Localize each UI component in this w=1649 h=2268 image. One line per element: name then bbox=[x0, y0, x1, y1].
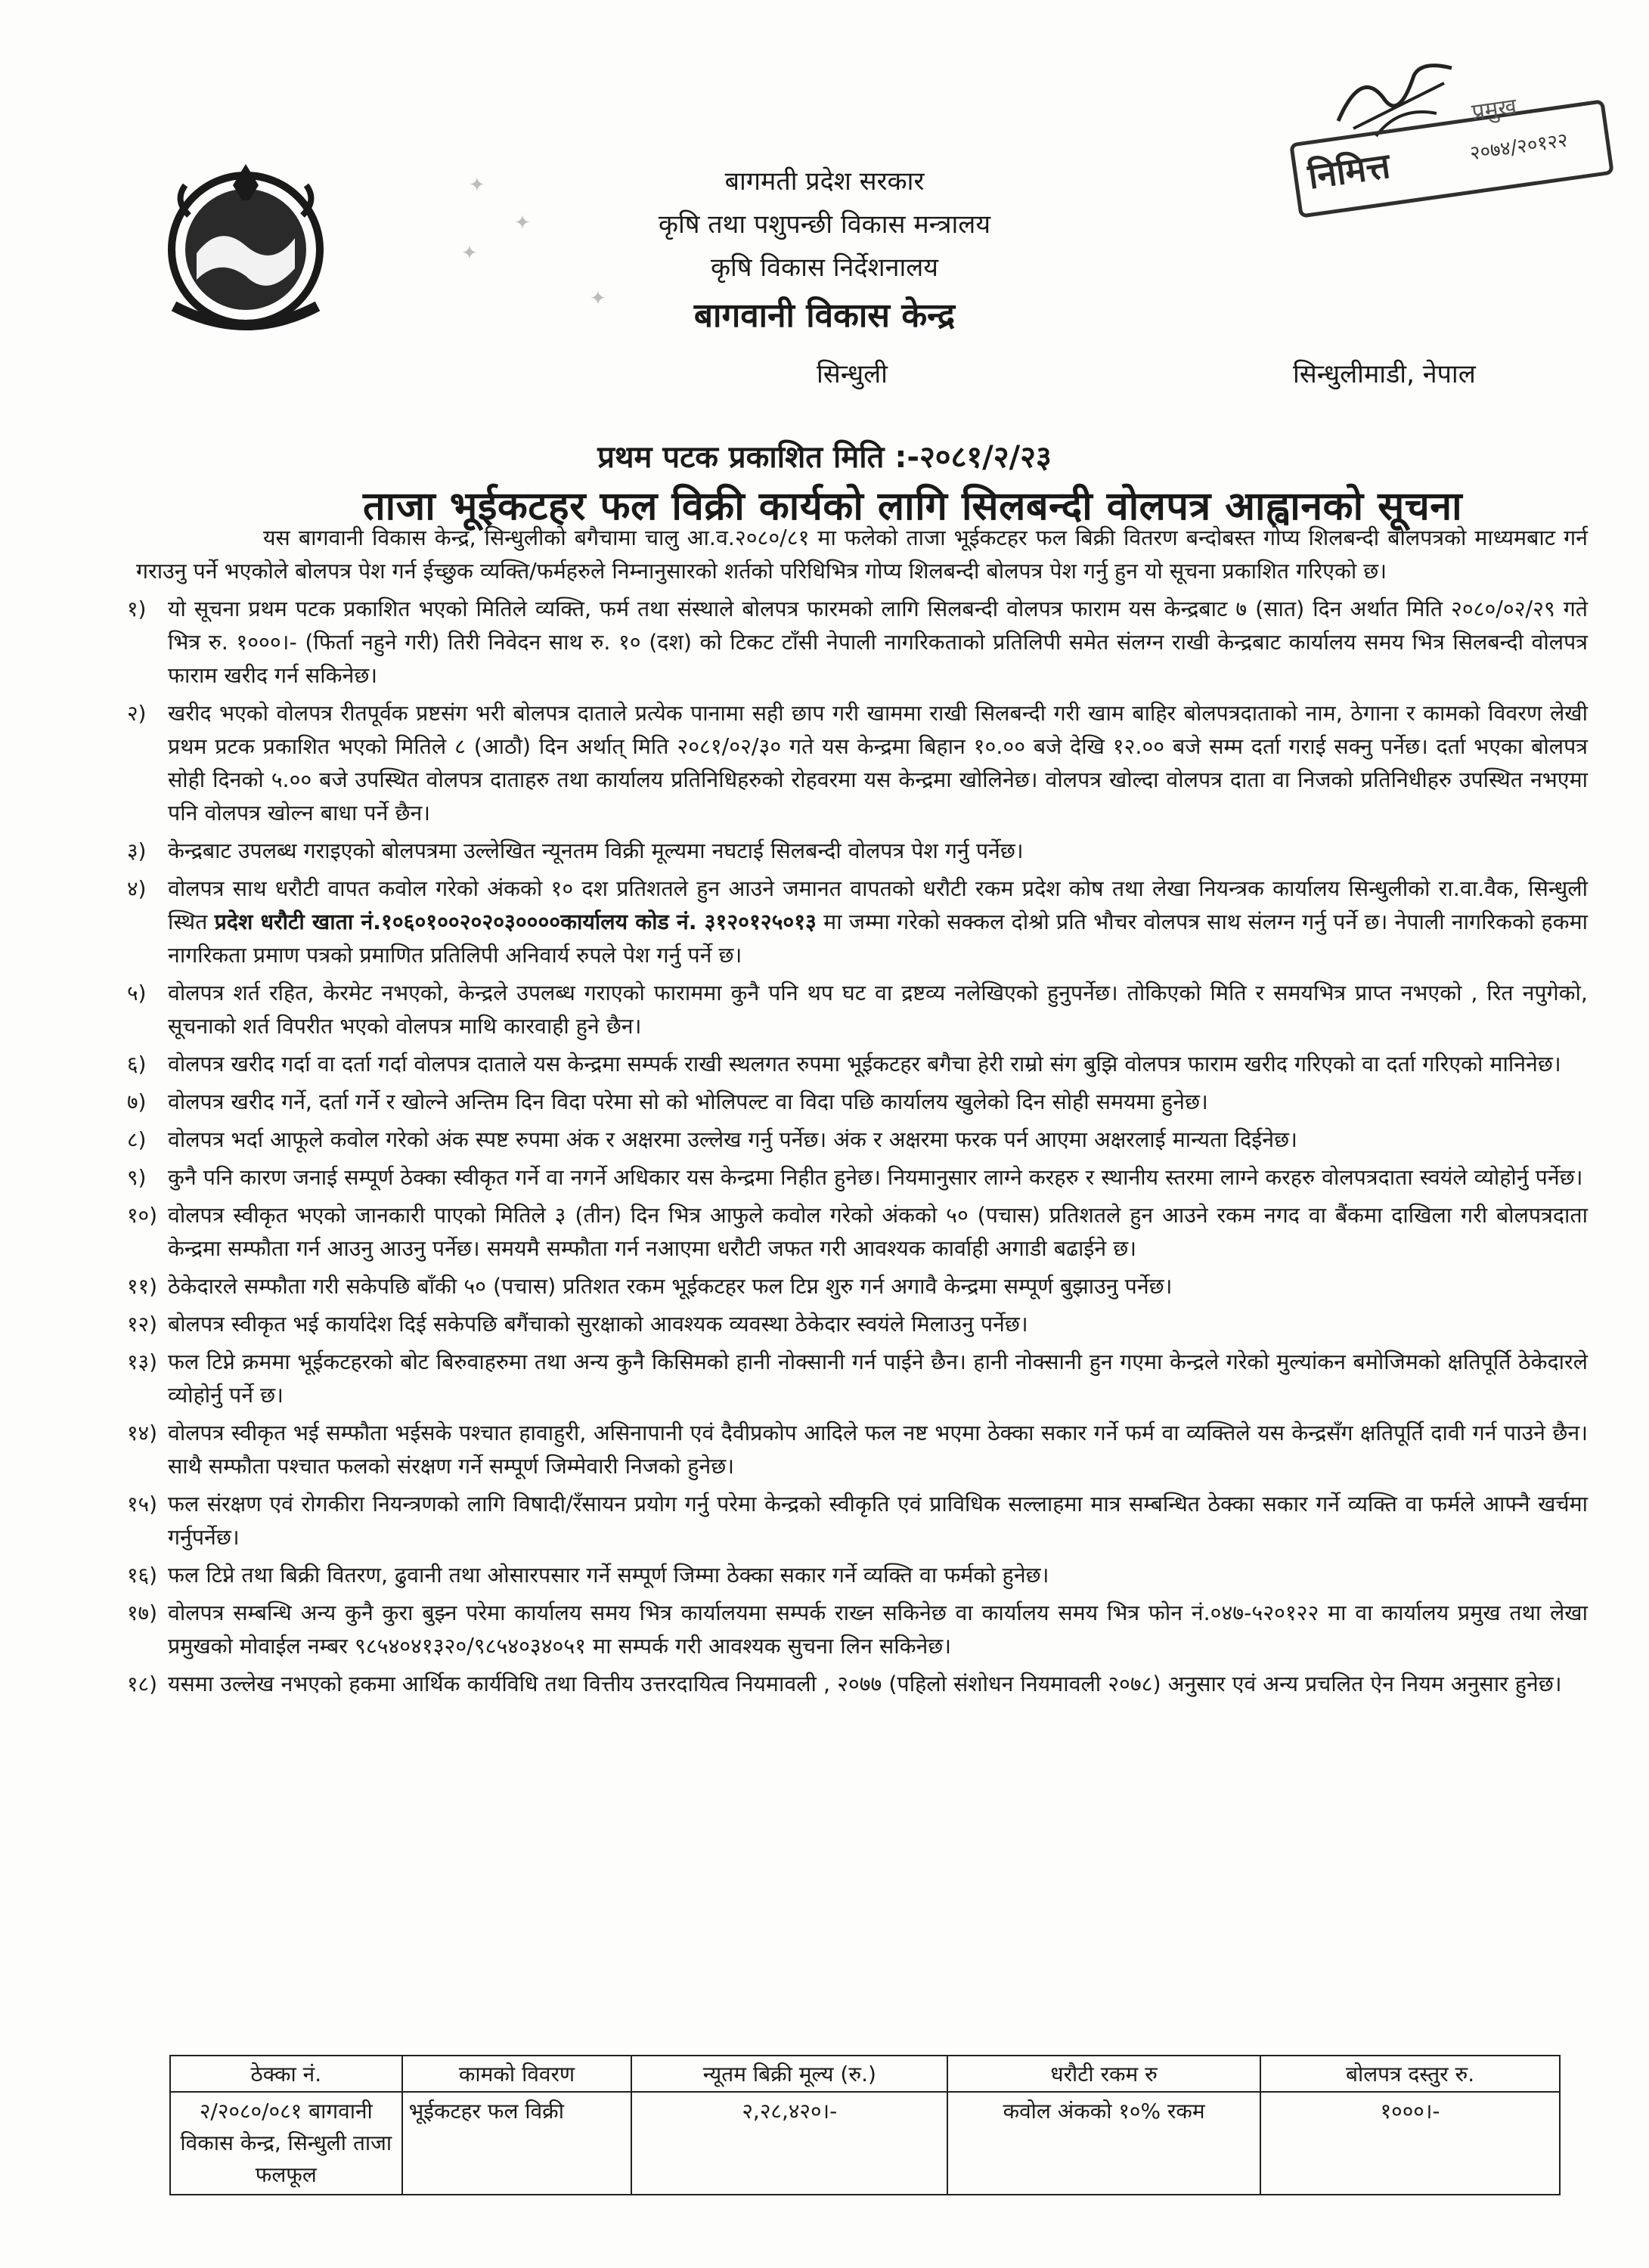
clause-item bbox=[127, 1308, 1588, 1341]
clause-item bbox=[127, 1086, 1588, 1119]
clause-item bbox=[127, 1417, 1588, 1483]
clause-number: १५) bbox=[127, 1492, 158, 1517]
clause-item bbox=[127, 1270, 1588, 1303]
clause-text: खरीद भएको वोलपत्र रीतपूर्वक प्रष्टसंग भरी बोलपत्र दाताले प्रत्येक पानामा सही छाप गरी खाममा राखी सिलबन्दी गरी खाम बाहिर बोलपत्रदाताको नाम, ठेगाना र कामको विवरण लेखी प्रथम प्रटक प्रकाशित भएको मितिले ८ (आठौ) दिन अर्थात् मिति २०८१/०२/३० गते यस केन्द्रमा बिहान १०.०० बजे देखि १२.०० बजे सम्म दर्ता गराई सक्नु पर्नेछ। दर्ता भएका बोलपत्र सोही दिनको ५.०० बजे उपस्थित वोलपत्र दाताहरु तथा कार्यालय प्रतिनिधिहरुको रोहवरमा यस केन्द्रमा खोलिनेछ। वोलपत्र खोल्दा वोलपत्र दाता वा निजको प्रतिनिधीहरु उपस्थित नभएमा पनि वोलपत्र खोल्न बाधा पर्ने छैन। bbox=[168, 701, 1588, 826]
table-row bbox=[170, 2092, 1560, 2195]
clause-number: ५) bbox=[127, 981, 147, 1005]
clause-number: ११) bbox=[127, 1274, 158, 1299]
clause-text: बोलपत्र स्वीकृत भई कार्यादेश दिई सकेपछि बगैंचाको सुरक्षाको आवश्यक व्यवस्था ठेकेदार स्वयंले मिलाउनु पर्नेछ। bbox=[168, 1312, 1028, 1337]
clause-number: १३) bbox=[127, 1349, 158, 1374]
table-header-row bbox=[170, 2056, 1560, 2092]
notice-body bbox=[127, 522, 1588, 1706]
clause-text: वोलपत्र खरीद गर्दा वा दर्ता गर्दा वोलपत्र दाताले यस केन्द्रमा सम्पर्क राखी स्थलगत रुपमा भूईकटहर बगैचा हेरी राम्रो संग बुझि वोलपत्र फाराम खरीद गरिएको वा दर्ता गरिएको मानिनेछ। bbox=[168, 1052, 1561, 1077]
clause-number: १) bbox=[127, 596, 147, 621]
header-office-name: बागवानी विकास केन्द्र bbox=[693, 296, 956, 335]
cell-deposit: कवोल अंकको १०% रकम bbox=[947, 2092, 1260, 2195]
clause-text: यसमा उल्लेख नभएको हकमा आर्थिक कार्यविधि तथा वित्तीय उत्तरदायित्व नियमावली , २०७७ (पहिलो संशोधन नियमावली २०७८) अनुसार एवं अन्य प्रचलित ऐन नियम अनुसार हुनेछ। bbox=[168, 1672, 1562, 1696]
notice-title: ताजा भूईकटहर फल विक्री कार्यको लागि सिलबन्दी वोलपत्र आह्वानको सूचना bbox=[363, 484, 1463, 529]
clause-item bbox=[127, 1123, 1588, 1157]
clause-text: फल टिप्ने तथा बिक्री वितरण, ढुवानी तथा ओसारपसार गर्ने सम्पूर्ण जिम्मा ठेक्का सकार गर्ने व्यक्ति वा फर्मको हुनेछ। bbox=[168, 1563, 1049, 1588]
header-directorate: कृषि विकास निर्देशनालय bbox=[710, 253, 939, 283]
office-seal-stamp: ✦ ✦ ✦ ✦ bbox=[461, 174, 606, 310]
clause-item bbox=[127, 1346, 1588, 1412]
col-header-work-description: कामको विवरण bbox=[402, 2056, 632, 2092]
header-location-right: सिन्धुलीमाडी, नेपाल bbox=[1293, 359, 1476, 389]
clause-item bbox=[127, 835, 1588, 868]
clause-text: वोलपत्र स्वीकृत भएको जानकारी पाएको मितिले ३ (तीन) दिन भित्र आफुले कवोल गरेको अंकको ५० (पचास) प्रतिशतले हुन आउने रकम नगद वा बैंकमा दाखिला गरी बोलपत्रदाता केन्द्रमा सम्फौता गर्न आउनु आउनु पर्नेछ। समयमै सम्फौता गर्न नआएमा धरौटी जफत गरी आवश्यक कार्वाही अगाडी बढाईने छ। bbox=[168, 1203, 1588, 1261]
col-header-contract-no: ठेक्का नं. bbox=[170, 2056, 402, 2092]
clause-text: कुनै पनि कारण जनाई सम्पूर्ण ठेक्का स्वीकृत गर्ने वा नगर्ने अधिकार यस केन्द्रमा निहीत हुनेछ। नियमानुसार लाग्ने करहरु र स्थानीय स्तरमा लाग्ने करहरु वोलपत्रदाता स्वयंले व्योहोर्नु पर्नेछ। bbox=[168, 1165, 1583, 1190]
clause-text: वोलपत्र स्वीकृत भई सम्फौता भईसके पश्चात हावाहुरी, असिनापानी एवं दैवीप्रकोप आदिले फल नष्ट भएमा ठेक्का सकार गर्ने फर्म वा व्यक्तिले यस केन्द्रसँग क्षतिपूर्ति दावी गर्न पाउने छैन। साथै सम्फौता पश्चात फलको संरक्षण गर्ने सम्पूर्ण जिम्मेवारी निजको हुनेछ। bbox=[168, 1421, 1588, 1479]
clause-text-pre: वोलपत्र साथ धरौटी वापत कवोल गरेको अंकको १० दश प्रतिशतले हुन आउने जमानत वापतको धरौटी रकम प्रदेश कोष तथा लेखा नियन्त्रक कार्यालय सिन्धुलीको रा.वा.वैक, सिन्धुली स्थित bbox=[168, 876, 1588, 934]
clause-number: १८) bbox=[127, 1672, 158, 1696]
clause-number: ३) bbox=[127, 838, 147, 863]
clause-number: १०) bbox=[127, 1203, 158, 1228]
col-header-bid-fee: बोलपत्र दस्तुर रु. bbox=[1260, 2056, 1560, 2092]
clause-number: ९) bbox=[127, 1165, 147, 1190]
clause-item bbox=[127, 977, 1588, 1043]
header-location-left: सिन्धुली bbox=[817, 359, 888, 389]
clause-number: ४) bbox=[127, 876, 147, 901]
deposit-account-info: प्रदेश धरौटी खाता नं.१०६०१००२०२०३००००कार्यालय कोड नं. ३१२०१२५०१३ bbox=[214, 909, 817, 934]
clause-number: ६) bbox=[127, 1052, 147, 1077]
clause-number: १६) bbox=[127, 1563, 158, 1588]
intro-paragraph: यस बागवानी विकास केन्द्र, सिन्धुलीको बगैचामा चालु आ.व.२०८०/८१ मा फलेको ताजा भूईकटहर फल बिक्री वितरण बन्दोबस्त गोप्य शिलबन्दी बोलपत्रको माध्यमबाट गर्न गराउनु पर्ने भएकोले बोलपत्र पेश गर्न ईच्छुक व्यक्ति/फर्महरुले निम्नानुसारको शर्तको परिधिभित्र गोप्य शिलबन्दी बोलपत्र पेश गर्नु हुन यो सूचना प्रकाशित गरिएको छ। bbox=[136, 525, 1588, 584]
clause-text: ठेकेदारले सम्फौता गरी सकेपछि बाँकी ५० (पचास) प्रतिशत रकम भूईकटहर फल टिप्न शुरु गर्न अगावै केन्द्रमा सम्पूर्ण बुझाउनु पर्नेछ। bbox=[168, 1274, 1173, 1299]
stamp-text-secondary: प्रमुख bbox=[1470, 93, 1519, 126]
stamp-date: २०७४/२०१२२ bbox=[1468, 129, 1570, 166]
clause-list bbox=[127, 593, 1588, 1701]
clause-number: ८) bbox=[127, 1127, 147, 1152]
contract-table bbox=[169, 2055, 1561, 2195]
clause-text: फल टिप्ने क्रममा भूईकटहरको बोट बिरुवाहरुमा तथा अन्य कुनै किसिमको हानी नोक्सानी गर्न पाईने छैन। हानी नोक्सानी हुन गएमा केन्द्रले गरेको मुल्यांकन बमोजिमको क्षतिपूर्ति ठेकेदारले व्योहोर्नु पर्ने छ। bbox=[168, 1349, 1588, 1408]
clause-item bbox=[127, 1559, 1588, 1592]
clause-item bbox=[127, 872, 1588, 972]
clause-text: वोलपत्र खरीद गर्ने, दर्ता गर्ने र खोल्ने अन्तिम दिन विदा परेमा सो को भोलिपल्ट वा विदा पछि कार्यालय खुलेको दिन सोही समयमा हुनेछ। bbox=[168, 1089, 1208, 1114]
col-header-deposit: धरौटी रकम रु bbox=[947, 2056, 1260, 2092]
clause-item bbox=[127, 1199, 1588, 1266]
clause-item bbox=[127, 1597, 1588, 1663]
clause-text: यो सूचना प्रथम पटक प्रकाशित भएको मितिले व्यक्ति, फर्म तथा संस्थाले बोलपत्र फारमको लागि सिलबन्दी वोलपत्र फाराम यस केन्द्रबाट ७ (सात) दिन अर्थात मिति २०८०/०२/२९ गते भित्र रु. १०००।- (फिर्ता नहुने गरी) तिरी निवेदन साथ रु. १० (दश) को टिकट टाँसी नेपाली नागरिकताको प्रतिलिपी समेत संलग्न राखी केन्द्रबाट कार्यालय समय भित्र सिलबन्दी वोलपत्र फाराम खरीद गर्न सकिनेछ। bbox=[168, 596, 1588, 688]
clause-item bbox=[127, 1488, 1588, 1554]
clause-text-post: मा जम्मा गरेको सक्कल दोश्रो प्रति भौचर वोलपत्र साथ संलग्न गर्नु पर्ने छ। नेपाली नागरिकको हकमा नागरिकता प्रमाण पत्रको प्रमाणित प्रतिलिपी अनिवार्य रुपले पेश गर्नु पर्ने छ। bbox=[168, 909, 1588, 968]
clause-item bbox=[127, 697, 1588, 830]
header-province: बागमती प्रदेश सरकार bbox=[724, 166, 925, 197]
clause-text: वोलपत्र शर्त रहित, केरमेट नभएको, केन्द्रले उपलब्ध गराएको फाराममा कुनै पनि थप घट वा द्रष्टव्य नलेखिएको हुनुपर्नेछ। तोकिएको मिति र समयभित्र प्राप्त नभएको , रित नपुगेको, सूचनाको शर्त विपरीत भएको वोलपत्र माथि कारवाही हुने छैन। bbox=[168, 981, 1588, 1039]
cell-contract-no: २/२०८०/०८१ बागवानी विकास केन्द्र, सिन्धुली ताजा फलफूल bbox=[170, 2092, 402, 2195]
clause-item bbox=[127, 1161, 1588, 1194]
clause-number: १२) bbox=[127, 1312, 158, 1337]
stamp-text: निमित्त bbox=[1305, 144, 1393, 197]
header-ministry: कृषि तथा पशुपन्छी विकास मन्त्रालय bbox=[658, 209, 991, 240]
clause-item bbox=[127, 593, 1588, 692]
clause-item bbox=[127, 1048, 1588, 1081]
cell-bid-fee: १०००।- bbox=[1260, 2092, 1560, 2195]
publication-date: प्रथम पटक प्रकाशित मिति :-२०८१/२/२३ bbox=[597, 440, 1052, 475]
clause-number: २) bbox=[127, 701, 147, 726]
cell-minimum-price: २,२८,४२०।- bbox=[631, 2092, 947, 2195]
clause-text: वोलपत्र सम्बन्धि अन्य कुनै कुरा बुझ्न परेमा कार्यालय समय भित्र कार्यालयमा सम्पर्क राख्न सकिनेछ वा कार्यालय समय भित्र फोन नं.०४७-५२०१२२ मा वा कार्यालय प्रमुख तथा लेखा प्रमुखको मोवाईल नम्बर ९८५४०४१३२०/९८५४०३४०५१ मा सम्पर्क गरी आवश्यक सुचना लिन सकिनेछ। bbox=[168, 1600, 1588, 1659]
col-header-minimum-price: न्यूतम बिक्री मूल्य (रु.) bbox=[631, 2056, 947, 2092]
clause-number: १७) bbox=[127, 1600, 158, 1625]
cell-work-description: भूईकटहर फल विक्री bbox=[402, 2092, 632, 2195]
clause-number: १४) bbox=[127, 1421, 158, 1445]
clause-text: वोलपत्र भर्दा आफूले कवोल गरेको अंक स्पष्ट रुपमा अंक र अक्षरमा उल्लेख गर्नु पर्नेछ। अंक र अक्षरमा फरक पर्न आएमा अक्षरलाई मान्यता दिईनेछ। bbox=[168, 1127, 1297, 1152]
clause-text: केन्द्रबाट उपलब्ध गराइएको बोलपत्रमा उल्लेखित न्यूनतम विक्री मूल्यमा नघटाई सिलबन्दी वोलपत्र पेश गर्नु पर्नेछ। bbox=[168, 838, 1024, 863]
clause-number: ७) bbox=[127, 1089, 147, 1114]
clause-item bbox=[127, 1668, 1588, 1701]
clause-text: फल संरक्षण एवं रोगकीरा नियन्त्रणको लागि विषादी/रँसायन प्रयोग गर्नु परेमा केन्द्रको स्वीकृति एवं प्राविधिक सल्लाहमा मात्र सम्बन्धित ठेक्का सकार गर्ने व्यक्ति वा फर्मले आफ्नै खर्चमा गर्नुपर्नेछ। bbox=[168, 1492, 1588, 1550]
